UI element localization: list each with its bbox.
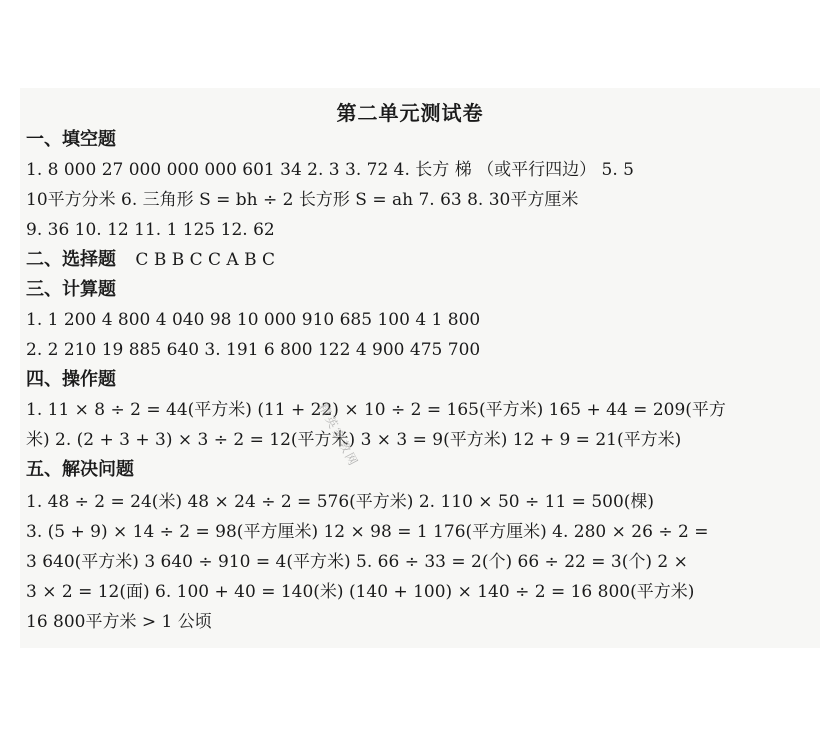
section-heading-fill-blank: 一、填空题 [26, 129, 116, 150]
calc-line-2: 2. 2 210 19 885 640 3. 191 6 800 122 4 900 475 700 [26, 340, 481, 360]
choice-row [26, 248, 810, 272]
section-heading-problem: 五、解决问题 [26, 459, 134, 480]
watermark: 精英家教网 [315, 400, 362, 470]
fill-blank-line-3: 9. 36 10. 12 11. 1 125 12. 62 [26, 220, 275, 240]
fill-blank-line-1: 1. 8 000 27 000 000 000 601 34 2. 3 3. 72 4. 长方 梯 （或平行四边） 5. 5 [26, 160, 634, 180]
calc-line-1: 1. 1 200 4 800 4 040 98 10 000 910 685 100 4 1 800 [26, 310, 481, 330]
problem-line-3: 3 640(平方米) 3 640 ÷ 910 = 4(平方米) 5. 66 ÷ 33 = 2(个) 66 ÷ 22 = 3(个) 2 × [26, 552, 688, 572]
section-heading-operation: 四、操作题 [26, 369, 116, 390]
operation-line-2: 米) 2. (2 + 3 + 3) × 3 ÷ 2 = 12(平方米) 3 × 3 = 9(平方米) 12 + 9 = 21(平方米) [26, 430, 682, 450]
problem-line-5: 16 800平方米 > 1 公顷 [26, 612, 212, 632]
fill-blank-line-2: 10平方分米 6. 三角形 S = bh ÷ 2 长方形 S = ah 7. 63 8. 30平方厘米 [26, 190, 579, 210]
section-heading-choice: 二、选择题 [26, 249, 116, 270]
problem-line-4: 3 × 2 = 12(面) 6. 100 + 40 = 140(米) (140 + 100) × 140 ÷ 2 = 16 800(平方米) [26, 582, 695, 602]
problem-line-1: 1. 48 ÷ 2 = 24(米) 48 × 24 ÷ 2 = 576(平方米) 2. 110 × 50 ÷ 11 = 500(棵) [26, 492, 655, 512]
problem-line-2: 3. (5 + 9) × 14 ÷ 2 = 98(平方厘米) 12 × 98 = 1 176(平方厘米) 4. 280 × 26 ÷ 2 = [26, 522, 709, 542]
section-heading-calc: 三、计算题 [26, 279, 116, 300]
choice-answers: C B B C C A B C [135, 250, 276, 270]
operation-line-1: 1. 11 × 8 ÷ 2 = 44(平方米) (11 + 22) × 10 ÷ 2 = 165(平方米) 165 + 44 = 209(平方 [26, 400, 726, 420]
page-title: 第二单元测试卷 [336, 101, 484, 125]
